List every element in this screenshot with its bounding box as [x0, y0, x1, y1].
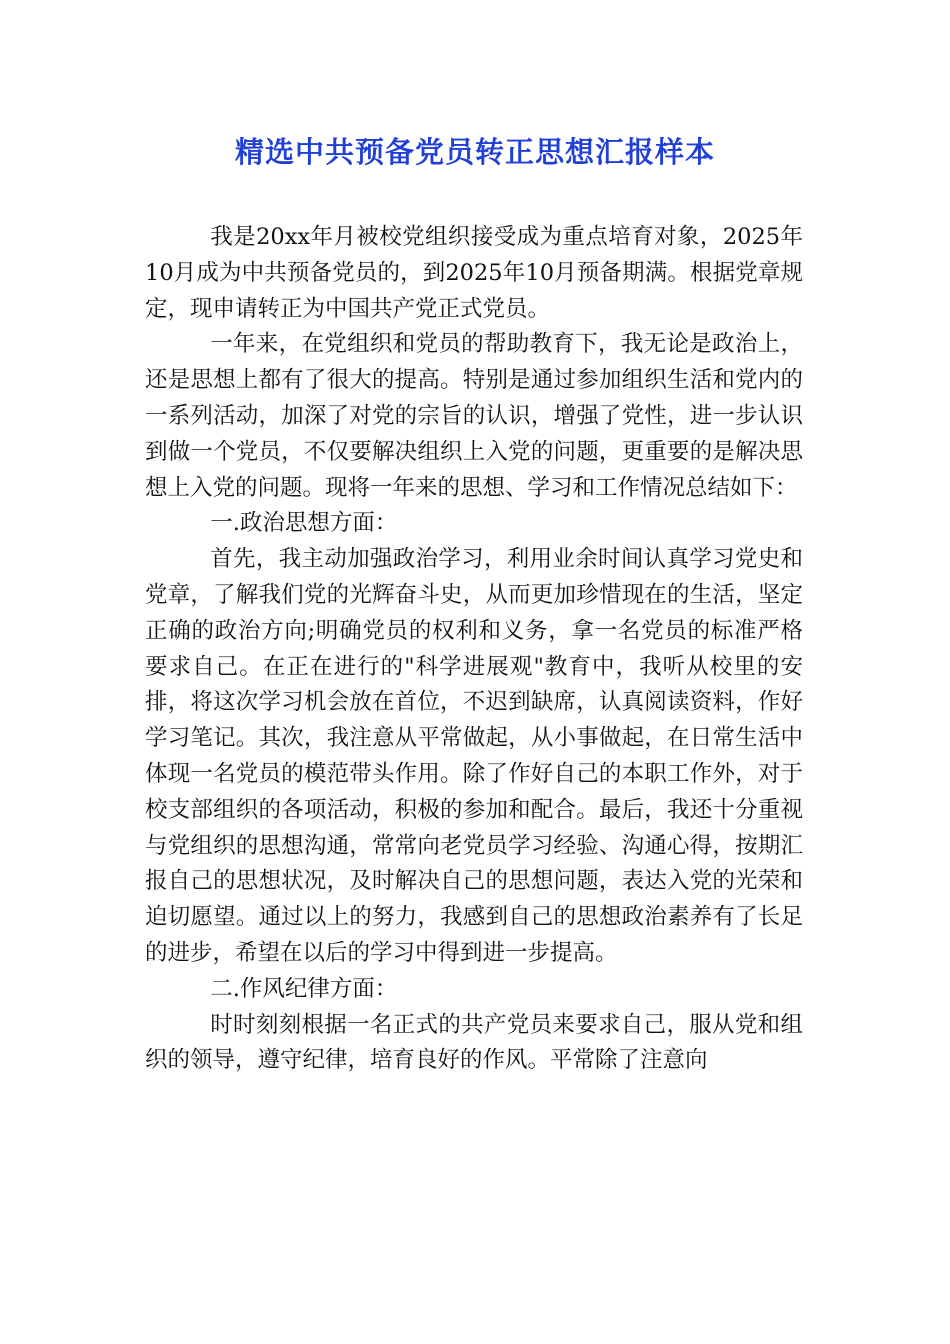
section-heading-discipline: 二.作风纪律方面：	[210, 975, 398, 1002]
paragraph-overview: 一年来，在党组织和党员的帮助教育下，我无论是政治上，还是思想上都有了很大的提高。特别是通过参加组织生活和党内的一系列活动，加深了对党的宗旨的认识，增强了党性，进一步认识到做一个党员，不仅要解决组织上入党的问题，更重要的是解决思想上入党的问题。现将一年来的思想、学习和工作情况总结如下：	[145, 331, 803, 501]
paragraph-political: 首先，我主动加强政治学习，利用业余时间认真学习党史和党章，了解我们党的光辉奋斗史，从而更加珍惜现在的生活，坚定正确的政治方向;明确党员的权利和义务，拿一名党员的标准严格要求自己。在正在进行的"科学进展观"教育中，我听从校里的安排，将这次学习机会放在首位，不迟到缺席，认真阅读资料，作好学习笔记。其次，我注意从平常做起，从小事做起，在日常生活中体现一名党员的模范带头作用。除了作好自己的本职工作外，对于校支部组织的各项活动，积极的参加和配合。最后，我还十分重视与党组织的思想沟通，常常向老党员学习经验、沟通心得，按期汇报自己的思想状况，及时解决自己的思想问题，表达入党的光荣和迫切愿望。通过以上的努力，我感到自己的思想政治素养有了长足的进步，希望在以后的学习中得到进一步提高。	[145, 546, 803, 966]
paragraph-discipline: 时时刻刻根据一名正式的共产党员来要求自己，服从党和组织的领导，遵守纪律，培育良好的作风。平常除了注意向	[145, 1011, 803, 1074]
section-heading-political: 一.政治思想方面：	[210, 510, 398, 537]
document-title: 精选中共预备党员转正思想汇报样本	[234, 135, 715, 169]
paragraph-intro: 我是20xx年月被校党组织接受成为重点培育对象，2025年10月成为中共预备党员的，到2025年10月预备期满。根据党章规定，现申请转正为中国共产党正式党员。	[145, 224, 803, 322]
document-body	[145, 220, 803, 1079]
